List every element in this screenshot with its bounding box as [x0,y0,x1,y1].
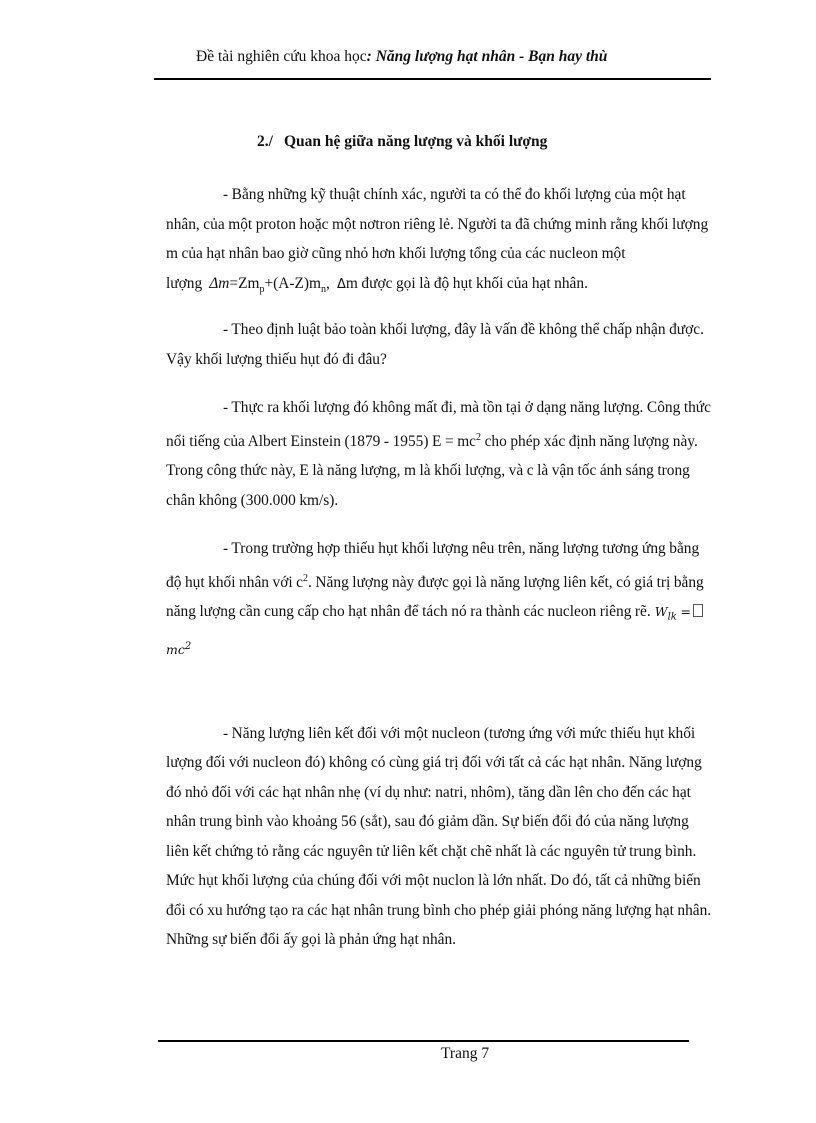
body-text [166,180,714,955]
paragraph-3: - Thực ra khối lượng đó không mất đi, mà tồn tại ở dạng năng lượng. Công thức nổi tiếng của Albert Einstein (1879 - 1955) $E = mc^2$ cho phép xác định năng lượng này. Trong công thức này, E là năng lượng, m là khối lượng, và c là vận tốc ánh sáng trong chân không (300.000 km/s). [166,399,711,509]
header-divider [154,78,711,80]
binding-energy-formula: $W_{lk} =mc^2$ [166,604,705,657]
paragraph-1 [166,180,714,304]
section-heading [257,133,547,151]
c-squared-exponent: 2 [476,431,482,443]
header-title: : Năng lượng hạt nhân - Bạn hay thù [366,48,608,65]
paragraph-1-text: - Bằng những kỹ thuật chính xác, người ta có thể đo khối lượng của một hạt nhân, của một proton hoặc một nơtron riêng lẻ. Người ta đã chứng minh rằng khối lượng m của hạt nhân bao giờ cũng nhỏ hơn khối lượng tổng của các nucleon một lượng [166,186,709,292]
section-number: 2./ [257,133,273,150]
missing-glyph-icon [693,604,703,617]
mass-defect-formula: $\Delta m=Zm_p+(A-Z)m_n$, [209,274,330,295]
paragraph-2: - Theo định luật bảo toàn khối lượng, đây là vấn đề không thể chấp nhận được. Vậy khối lượng thiếu hụt đó đi đâu? [166,321,704,368]
paragraph-1-tail: m được gọi là độ hụt khối của hạt nhân. [345,274,588,292]
delta-symbol: Δ [337,276,346,292]
paragraph-4: - Trong trường hợp thiếu hụt khối lượng nêu trên, năng lượng tương ứng bằng độ hụt khối nhân với $c^2$. Năng lượng này được gọi là năng lượng liên kết, có giá trị bằng năng lượng cần cung cấp cho hạt nhân để tách nó ra thành các nucleon riêng rẽ. $W_{lk} =mc^2$ [166,540,704,658]
delta-m-symbol: Δm [209,274,230,292]
footer-divider [158,1040,689,1042]
paragraph-5: - Năng lượng liên kết đối với một nucleon (tương ứng với mức thiếu hụt khối lượng đối với nucleon đó) không có cùng giá trị đối với tất cả các hạt nhân. Năng lượng đó nhỏ đối với các hạt nhân nhẹ (ví dụ như: natri, nhôm), tăng dần lên cho đến các hạt nhân trung bình vào khoảng 56 (sắt), sau đó giảm dần. Sự biến đổi đó của năng lượng liên kết chứng tỏ rằng các nguyên tử liên kết chặt chẽ nhất là các nguyên tử trung bình. Mức hụt khối lượng của chúng đối với một nuclon là lớn nhất. Do đó, tất cả những biến đổi có xu hướng tạo ra các hạt nhân trung bình cho phép giải phóng năng lượng hạt nhân. Những sự biến đổi ấy gọi là phản ứng hạt nhân. [166,724,712,949]
page-header [196,48,607,66]
page-number: Trang 7 [441,1045,490,1062]
section-title: Quan hệ giữa năng lượng và khối lượng [283,133,548,150]
header-prefix: Đề tài nghiên cứu khoa học [196,48,367,65]
